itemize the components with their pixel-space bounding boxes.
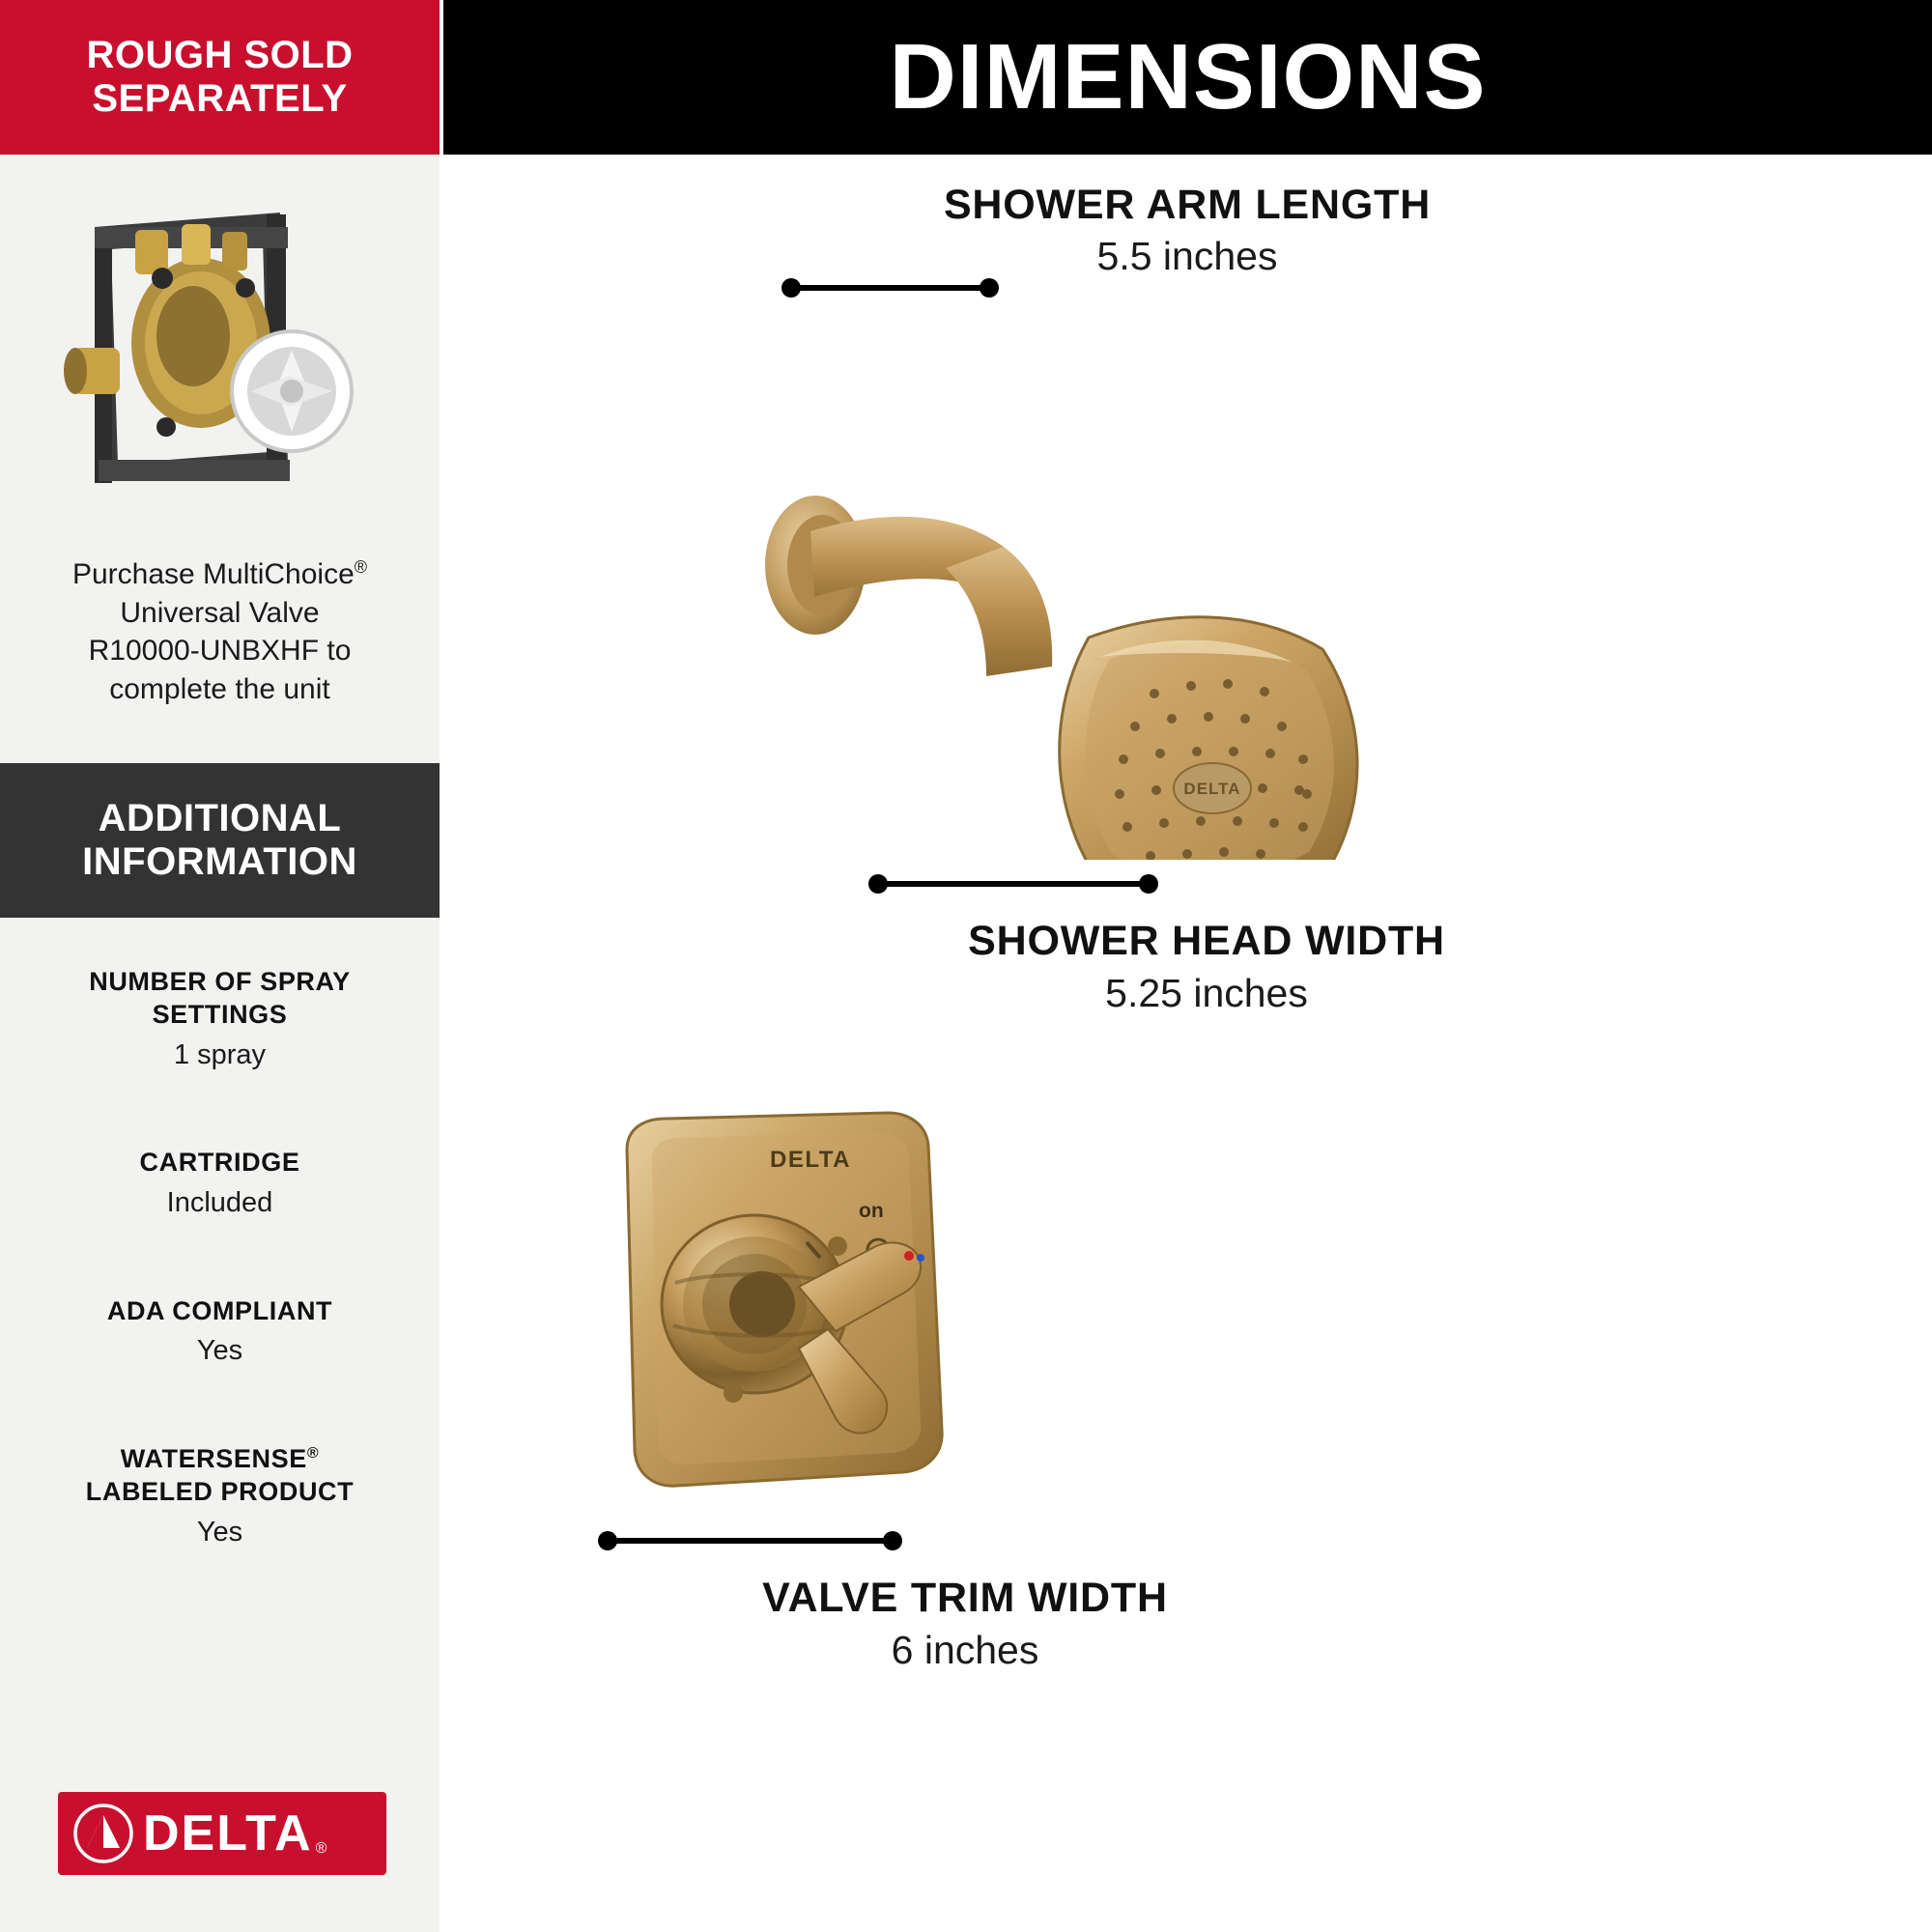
measure-endpoint-right xyxy=(1139,874,1158,894)
shower-head-image xyxy=(714,319,1448,860)
spec-value: Yes xyxy=(196,1516,243,1548)
spec-label-line-2: SETTINGS xyxy=(152,999,288,1029)
registered-mark: ® xyxy=(354,557,368,577)
spec-label xyxy=(19,966,420,1032)
registered-mark: ® xyxy=(306,1445,320,1463)
measure-line xyxy=(878,881,1149,887)
page-title: DIMENSIONS xyxy=(889,25,1487,128)
shower-head-width-value: 5.25 inches xyxy=(1105,971,1308,1015)
specifications-list xyxy=(19,966,420,1624)
delta-triangle-icon xyxy=(73,1804,133,1863)
shower-arm-measure-bar xyxy=(781,278,999,298)
shower-head-width-title: SHOWER HEAD WIDTH xyxy=(968,918,1445,964)
spec-label-line-2: LABELED PRODUCT xyxy=(85,1476,355,1506)
rough-valve-image xyxy=(39,174,401,531)
rough-caption-line-3: R10000-UNBXHF to xyxy=(88,635,352,668)
rough-banner-line-2: SEPARATELY xyxy=(92,77,348,120)
additional-information-banner xyxy=(0,763,440,918)
spec-watersense xyxy=(19,1443,420,1550)
spec-value: Included xyxy=(166,1186,273,1218)
sidebar xyxy=(0,0,440,1932)
spec-label-line-1: WATERSENSE xyxy=(120,1444,307,1474)
spec-value: Yes xyxy=(196,1335,243,1367)
svg-text:DELTA: DELTA xyxy=(770,1147,851,1173)
spec-ada-compliant xyxy=(19,1295,420,1370)
shower-arm-length-title: SHOWER ARM LENGTH xyxy=(943,182,1432,228)
valve-trim-image xyxy=(569,1111,1264,1517)
valve-trim-width-title: VALVE TRIM WIDTH xyxy=(762,1575,1168,1621)
spec-label-line-1: CARTRIDGE xyxy=(139,1148,300,1178)
measure-line xyxy=(608,1538,893,1544)
rough-caption-line-2: Universal Valve xyxy=(120,596,320,629)
spec-cartridge xyxy=(19,1147,420,1221)
rough-sold-separately-banner xyxy=(0,0,440,155)
measure-endpoint-right xyxy=(883,1531,902,1550)
valve-trim-width-value: 6 inches xyxy=(891,1628,1039,1672)
header-bar xyxy=(443,0,1932,155)
spec-label xyxy=(19,1147,420,1179)
svg-text:on: on xyxy=(859,1200,884,1222)
delta-registered-mark: ® xyxy=(315,1840,327,1857)
measure-line xyxy=(791,285,989,291)
rough-valve-caption xyxy=(19,555,420,708)
rough-caption-line-4: complete the unit xyxy=(109,672,330,705)
main-content xyxy=(443,155,1932,1932)
valve-trim-width-measure-bar xyxy=(598,1531,902,1550)
additional-banner-line-1: ADDITIONAL xyxy=(98,797,342,840)
spec-label-line-1: NUMBER OF SPRAY xyxy=(89,967,351,996)
delta-logo xyxy=(58,1792,386,1875)
shower-arm-length-value: 5.5 inches xyxy=(1096,234,1278,278)
spec-label-line-1: ADA COMPLIANT xyxy=(106,1295,333,1325)
measure-endpoint-right xyxy=(980,278,999,298)
additional-banner-line-2: INFORMATION xyxy=(82,840,357,883)
delta-wordmark: DELTA xyxy=(143,1805,313,1861)
rough-banner-line-1: ROUGH SOLD xyxy=(86,34,354,77)
rough-caption-line-1: Purchase MultiChoice xyxy=(71,558,355,590)
spec-label xyxy=(19,1443,420,1509)
spec-label xyxy=(19,1295,420,1328)
svg-text:DELTA: DELTA xyxy=(1183,780,1241,798)
shower-head-width-measure-bar xyxy=(868,874,1158,894)
spec-spray-settings xyxy=(19,966,420,1073)
spec-value: 1 spray xyxy=(173,1038,267,1070)
